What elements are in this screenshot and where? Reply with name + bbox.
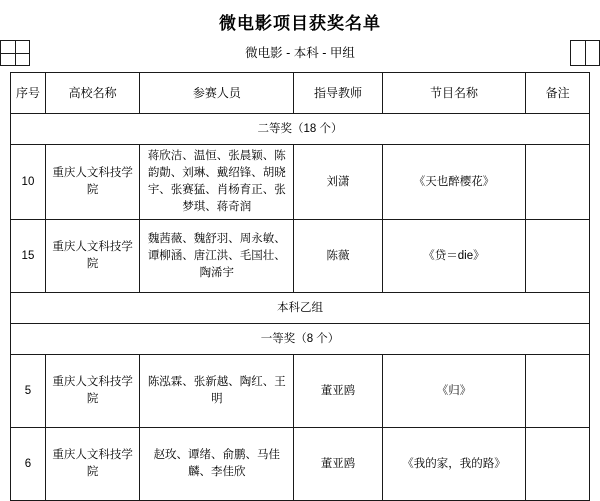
subtitle-row bbox=[0, 40, 600, 66]
cell-teacher: 刘潇 bbox=[294, 145, 382, 220]
cell-members: 蒋欣洁、温恒、张晨颖、陈韵勣、刘琳、戴绍锋、胡晓宇、张赛猛、肖杨育正、张梦琪、蒋奇润 bbox=[140, 145, 294, 220]
cell-no: 15 bbox=[11, 220, 46, 293]
table-row bbox=[11, 428, 590, 501]
cell-school: 重庆人文科技学院 bbox=[45, 220, 139, 293]
awards-table bbox=[10, 72, 590, 501]
table-row bbox=[11, 145, 590, 220]
section-heading-row bbox=[11, 324, 590, 355]
page-title: 微电影项目获奖名单 bbox=[219, 14, 381, 33]
cell-remark bbox=[526, 220, 590, 293]
table-row bbox=[11, 220, 590, 293]
header-members: 参赛人员 bbox=[140, 73, 294, 114]
cell-no: 6 bbox=[11, 428, 46, 501]
cell-remark bbox=[526, 428, 590, 501]
cell-remark bbox=[526, 145, 590, 220]
corner-mark-left bbox=[0, 40, 30, 66]
document-subtitle: 微电影 - 本科 - 甲组 bbox=[245, 46, 355, 60]
cell-members: 魏茜薇、魏舒羽、周永敏、谭柳涵、唐江洪、毛国壮、陶浠宇 bbox=[140, 220, 294, 293]
cell-no: 5 bbox=[11, 355, 46, 428]
cell-remark bbox=[526, 355, 590, 428]
group-band-label: 本科乙组 bbox=[11, 293, 590, 324]
cell-teacher: 董亚鸥 bbox=[294, 355, 382, 428]
cell-no: 10 bbox=[11, 145, 46, 220]
header-teacher: 指导教师 bbox=[294, 73, 382, 114]
table-header-row bbox=[11, 73, 590, 114]
section-heading-row bbox=[11, 114, 590, 145]
header-remark: 备注 bbox=[526, 73, 590, 114]
section-heading-label: 一等奖（8 个） bbox=[11, 324, 590, 355]
header-program: 节目名称 bbox=[382, 73, 526, 114]
cell-program: 《归》 bbox=[382, 355, 526, 428]
group-band-row bbox=[11, 293, 590, 324]
section-heading-label: 二等奖（18 个） bbox=[11, 114, 590, 145]
cell-school: 重庆人文科技学院 bbox=[45, 355, 139, 428]
header-no: 序号 bbox=[11, 73, 46, 114]
corner-mark-right bbox=[570, 40, 600, 66]
header-school: 高校名称 bbox=[45, 73, 139, 114]
table-row bbox=[11, 355, 590, 428]
cell-teacher: 董亚鸥 bbox=[294, 428, 382, 501]
cell-members: 陈泓霖、张新越、陶红、王明 bbox=[140, 355, 294, 428]
cell-school: 重庆人文科技学院 bbox=[45, 428, 139, 501]
cell-members: 赵玫、谭绪、俞鹏、马佳麟、李佳欣 bbox=[140, 428, 294, 501]
cell-program: 《贷＝die》 bbox=[382, 220, 526, 293]
cell-school: 重庆人文科技学院 bbox=[45, 145, 139, 220]
cell-program: 《我的家，我的路》 bbox=[382, 428, 526, 501]
cell-program: 《天也醉樱花》 bbox=[382, 145, 526, 220]
cell-teacher: 陈薇 bbox=[294, 220, 382, 293]
